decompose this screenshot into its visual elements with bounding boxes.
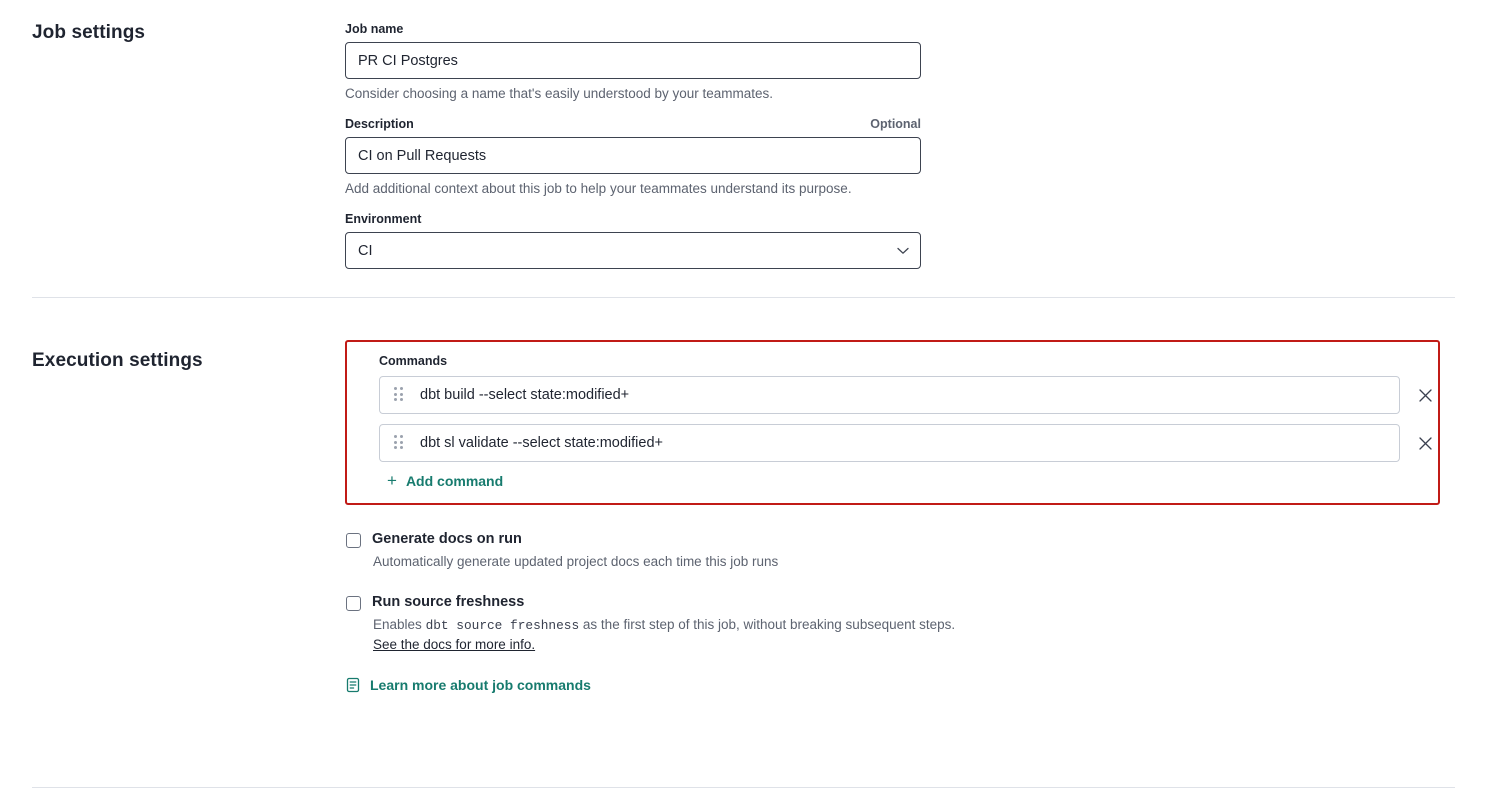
command-row	[379, 376, 1438, 414]
commands-highlight-box	[345, 340, 1440, 505]
description-input[interactable]	[345, 137, 921, 174]
generate-docs-row[interactable]	[346, 531, 1487, 548]
environment-select-wrapper[interactable]	[345, 232, 921, 269]
commands-label: Commands	[379, 354, 448, 368]
command-text-1: dbt build --select state:modified+	[420, 387, 630, 403]
run-source-freshness-description	[373, 615, 973, 655]
description-label: Description	[345, 117, 414, 131]
execution-options	[345, 531, 1487, 693]
run-source-freshness-row[interactable]	[346, 594, 1487, 611]
freshness-desc-prefix: Enables	[373, 616, 422, 632]
job-name-input[interactable]	[345, 42, 921, 79]
environment-field	[345, 212, 1487, 269]
description-optional-tag: Optional	[870, 117, 921, 131]
learn-more-label: Learn more about job commands	[370, 676, 591, 693]
environment-label: Environment	[345, 212, 422, 226]
job-name-field	[345, 22, 1487, 101]
freshness-desc-middle: as the first step of this job, without breaking subsequent steps.	[582, 616, 956, 632]
close-icon	[1418, 436, 1433, 451]
remove-command-button-2[interactable]	[1412, 430, 1438, 456]
command-text-2: dbt sl validate --select state:modified+	[420, 435, 663, 451]
bottom-divider	[32, 787, 1455, 788]
generate-docs-checkbox[interactable]	[346, 533, 361, 548]
job-settings-form	[345, 22, 1487, 269]
drag-handle-icon[interactable]	[394, 435, 404, 451]
command-input-1[interactable]	[379, 376, 1400, 414]
plus-icon: +	[387, 471, 397, 490]
add-command-button[interactable]	[387, 472, 503, 489]
description-field	[345, 117, 1487, 196]
execution-settings-section	[0, 298, 1487, 693]
execution-settings-heading: Execution settings	[32, 350, 203, 371]
run-source-freshness-option	[346, 594, 1487, 655]
description-help: Add additional context about this job to help your teammates understand its purpose.	[345, 181, 852, 196]
job-settings-section	[0, 0, 1487, 269]
generate-docs-option	[346, 531, 1487, 572]
environment-select[interactable]	[345, 232, 921, 269]
close-icon	[1418, 388, 1433, 403]
freshness-command-code: dbt source freshness	[425, 617, 580, 633]
job-name-label: Job name	[345, 22, 404, 36]
generate-docs-description: Automatically generate updated project docs each time this job runs	[373, 554, 779, 569]
environment-selected-value: CI	[358, 242, 373, 259]
description-label-row	[345, 117, 921, 137]
freshness-docs-link[interactable]: See the docs for more info.	[373, 637, 536, 653]
generate-docs-label: Generate docs on run	[372, 531, 522, 547]
book-icon	[346, 677, 360, 693]
run-source-freshness-checkbox[interactable]	[346, 596, 361, 611]
job-settings-heading: Job settings	[32, 22, 146, 43]
learn-more-job-commands-link[interactable]	[346, 677, 591, 693]
command-row	[379, 424, 1438, 462]
add-command-label: Add command	[405, 472, 504, 489]
command-input-2[interactable]	[379, 424, 1400, 462]
execution-settings-body	[345, 340, 1487, 693]
run-source-freshness-label: Run source freshness	[372, 593, 525, 610]
drag-handle-icon[interactable]	[394, 387, 404, 403]
job-name-help: Consider choosing a name that's easily understood by your teammates.	[345, 86, 774, 101]
remove-command-button-1[interactable]	[1412, 382, 1438, 408]
